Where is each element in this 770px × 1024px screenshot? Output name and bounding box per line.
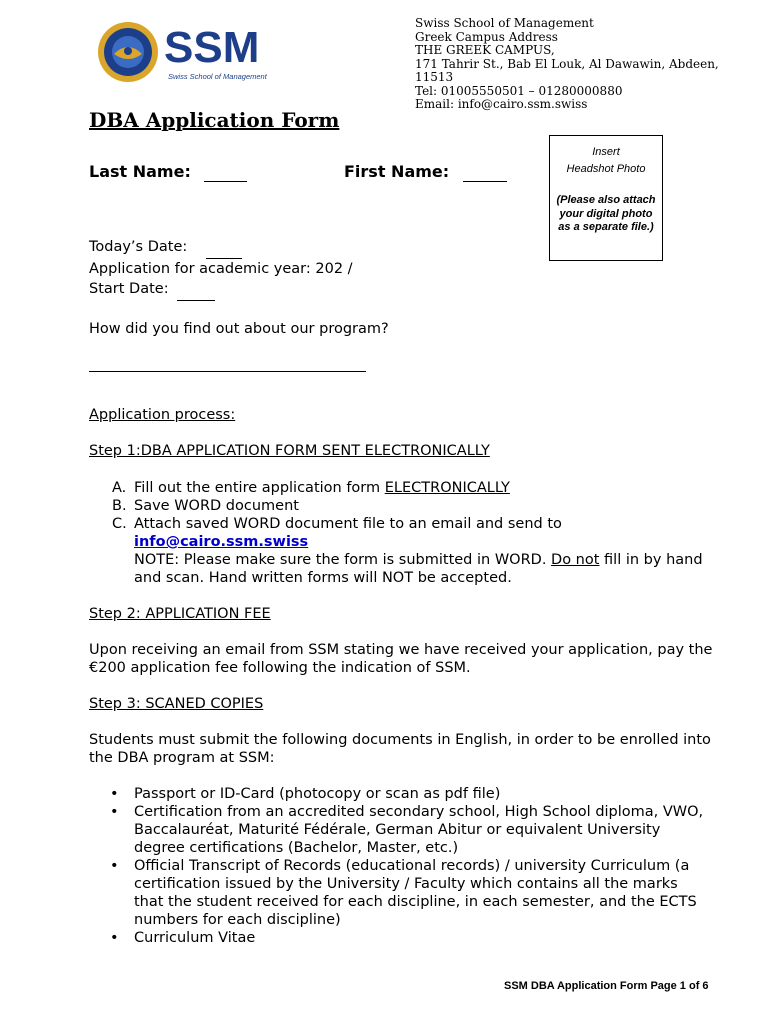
- list-item-text: Save WORD document: [134, 498, 299, 514]
- note-text-after: fill in by hand and scan. Hand written forms will NOT be accepted.: [134, 552, 703, 586]
- first-name-input[interactable]: [463, 162, 507, 182]
- document-item: Certification from an accredited secondary school, High School diploma, VWO, Baccalauréat, Maturité Fédérale, German Abitur or equivalent University degree certifications (Bachelor, Master, etc.): [134, 804, 704, 856]
- application-process-heading: Application process:: [89, 407, 236, 423]
- bullet: •: [110, 786, 119, 802]
- step2-text: Upon receiving an email from SSM stating we have received your application, pay the €200 application fee following the indication of SSM.: [89, 642, 713, 676]
- form-title: DBA Application Form: [89, 108, 340, 132]
- first-name-label: First Name:: [344, 162, 450, 181]
- note-text: NOTE: Please make sure the form is submitted in WORD.: [134, 552, 552, 568]
- ssm-logo: [96, 20, 276, 84]
- last-name-label: Last Name:: [89, 162, 191, 181]
- bullet: •: [110, 858, 119, 874]
- list-marker: C.: [112, 516, 127, 532]
- todays-date-label: Today’s Date:: [89, 239, 188, 255]
- address-line: Swiss School of Management: [415, 16, 594, 30]
- documents-list: [89, 785, 709, 947]
- list-item: [89, 785, 709, 803]
- address-line: 171 Tahrir St., Bab El Louk, Al Dawawin, Abdeen,: [415, 56, 719, 71]
- list-marker: B.: [112, 498, 127, 514]
- academic-year-field[interactable]: [89, 259, 353, 280]
- find-out-question: How did you find out about our program?: [89, 321, 389, 337]
- address-line: THE GREEK CAMPUS,: [415, 43, 555, 57]
- photo-box-line2: Headshot Photo: [566, 163, 646, 175]
- step3-intro: Students must submit the following documents in English, in order to be enrolled into the DBA program at SSM:: [89, 732, 711, 766]
- list-item-text: Attach saved WORD document file to an email and send to: [134, 516, 562, 532]
- do-not-emphasis: Do not: [551, 552, 600, 568]
- academic-year-label: Application for academic year: 202 /: [89, 260, 353, 277]
- bullet: •: [110, 804, 119, 820]
- address-line: Greek Campus Address: [415, 29, 558, 44]
- list-item: [89, 857, 709, 929]
- photo-box-note: (Please also attach your digital photo as a separate file.): [556, 194, 656, 233]
- address-line: Email: info@cairo.ssm.swiss: [415, 97, 588, 111]
- headshot-photo-box[interactable]: [549, 135, 663, 261]
- todays-date-input[interactable]: [206, 237, 242, 259]
- start-date-field[interactable]: [89, 279, 353, 301]
- list-item: [89, 497, 729, 515]
- photo-box-line1: Insert: [592, 146, 620, 158]
- list-item-text: Fill out the entire application form: [134, 480, 385, 496]
- address-line: 11513: [415, 70, 454, 84]
- first-name-field[interactable]: [344, 162, 507, 182]
- list-item: [89, 479, 729, 497]
- document-item: Passport or ID-Card (photocopy or scan as pdf file): [134, 786, 501, 802]
- step1-heading: Step 1:DBA APPLICATION FORM SENT ELECTRONICALLY: [89, 443, 490, 459]
- document-item: Curriculum Vitae: [134, 930, 256, 946]
- list-marker: A.: [112, 480, 127, 496]
- logo-subtitle: Swiss School of Management: [168, 72, 267, 81]
- logo-wordmark: SSM: [164, 23, 260, 72]
- list-item: [89, 929, 709, 947]
- start-date-label: Start Date:: [89, 281, 169, 297]
- step3-heading: Step 3: SCANED COPIES: [89, 696, 264, 712]
- list-item: [89, 803, 709, 857]
- find-out-answer-line[interactable]: [89, 371, 366, 372]
- document-item: Official Transcript of Records (educational records) / university Curriculum (a certification issued by the University / Faculty which contains all the marks that the student received for each discipline, in each semester, and the ECTS numbers for each discipline): [134, 858, 697, 928]
- step2-heading: Step 2: APPLICATION FEE: [89, 606, 271, 622]
- address-line: Tel: 01005550501 – 01280000880: [415, 83, 623, 98]
- todays-date-field[interactable]: [89, 237, 353, 259]
- page-footer: SSM DBA Application Form Page 1 of 6: [504, 980, 709, 992]
- list-item: [89, 515, 729, 587]
- step1-list: [89, 479, 729, 587]
- last-name-input[interactable]: [204, 162, 247, 182]
- start-date-input[interactable]: [177, 279, 215, 301]
- campus-address: [415, 16, 719, 111]
- electronically-emphasis: ELECTRONICALLY: [384, 480, 510, 496]
- email-link[interactable]: info@cairo.ssm.swiss: [134, 534, 309, 550]
- last-name-field[interactable]: [89, 162, 247, 182]
- bullet: •: [110, 930, 119, 946]
